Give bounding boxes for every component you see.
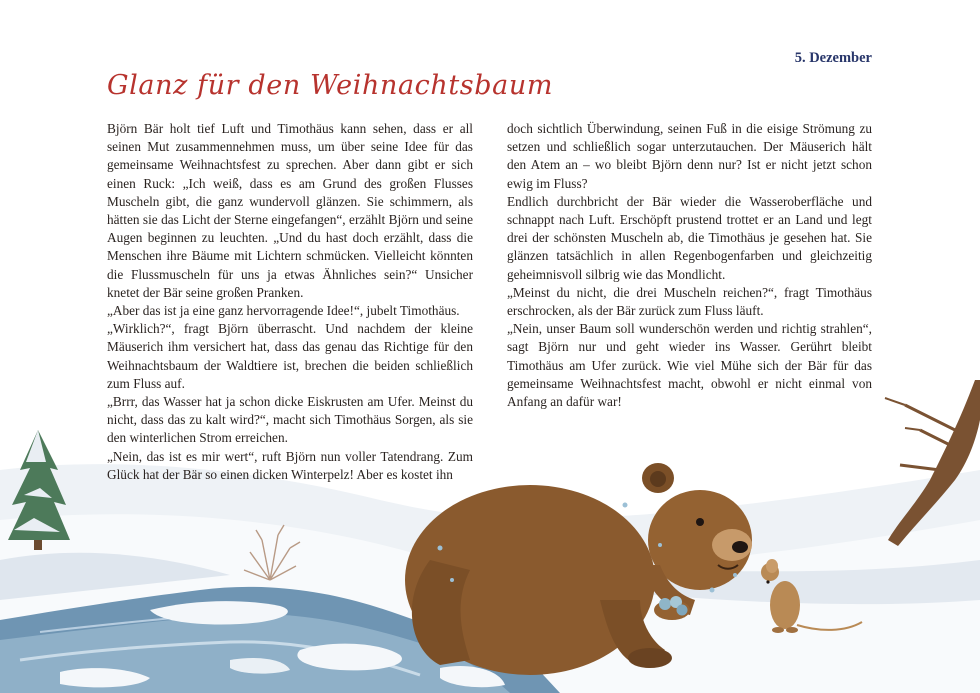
paragraph: Endlich durchbricht der Bär wieder die Wasseroberfläche und schnappt nach Luft. Erschöpft prustend trottet er an Land und legt drei der schönsten Muscheln ab, die Timothäus je gesehen hat. Sie glänzen tatsächlich in allen Regenbogenfarben und gleichzeitig geheimnisvoll silbrig wie das Mondlicht. bbox=[507, 193, 872, 282]
left-text-column bbox=[107, 120, 473, 484]
page-date: 5. Dezember bbox=[794, 50, 872, 66]
paragraph: „Nein, unser Baum soll wunderschön werden und richtig strahlen“, sagt Björn nur und geht wieder ins Wasser. Gerührt bleibt Timothäus am Ufer zurück. Wie viel Mühe sich der Bär für das gemeinsame Weihnachtsfest macht, obwohl er nicht einmal von Anfang an dafür war! bbox=[507, 321, 872, 410]
story-title: Glanz für den Weihnachtsbaum bbox=[107, 70, 554, 101]
paragraph: „Brrr, das Wasser hat ja schon dicke Eiskrusten am Ufer. Meinst du nicht, dass das zu kalt wird?“, macht sich Timothäus Sorgen, als sie den winterlichen Strom erreichen. bbox=[107, 394, 473, 446]
right-text-column bbox=[507, 120, 872, 411]
paragraph: „Nein, das ist es mir wert“, ruft Björn nun voller Tatendrang. Zum Glück hat der Bär so einen dicken Winterpelz! Aber es kostet ihn bbox=[107, 448, 473, 482]
paragraph: „Aber das ist ja eine ganz hervorragende Idee!“, jubelt Timothäus. bbox=[107, 303, 460, 319]
paragraph: „Wirklich?“, fragt Björn überrascht. Und nachdem der kleine Mäuserich ihm versichert hat, dass das genau das Richtige für den Weihnachtsbaum der Waldtiere ist, brechen die beiden schließlich zum Fluss auf. bbox=[107, 321, 473, 391]
paragraph: „Meinst du nicht, die drei Muscheln reichen?“, fragt Timothäus erschrocken, als der Bär zurück zum Fluss läuft. bbox=[507, 284, 872, 319]
paragraph: doch sichtlich Überwindung, seinen Fuß in die eisige Strömung zu setzen und schließlich sogar unterzutauchen. Der Mäuserich hält den Atem an – wo bleibt Björn denn nur? Ist er nicht jetzt schon ewig im Fluss? bbox=[507, 121, 872, 191]
paragraph: Björn Bär holt tief Luft und Timothäus kann sehen, dass er all seinen Mut zusammennehmen muss, um über seine Idee für das gemeinsame Weihnachtsfest zu sprechen. Aber dann gibt er sich einen Ruck: „Ich weiß, dass es am Grund des großen Flusses Muscheln gibt, die ganz wundervoll glänzen. Sie schimmern, als hätten sie das Licht der Sterne eingefangen“, erzählt Björn und seine Augen beginnen zu leuchten. „Und du hast doch erzählt, dass die Menschen ihre Bäume mit Lichtern schmücken. Vielleicht könnten die Flussmuscheln für uns ja etwas Ähnliches sein?“ Unsicher knetet der Bär seine großen Pranken. bbox=[107, 121, 473, 300]
